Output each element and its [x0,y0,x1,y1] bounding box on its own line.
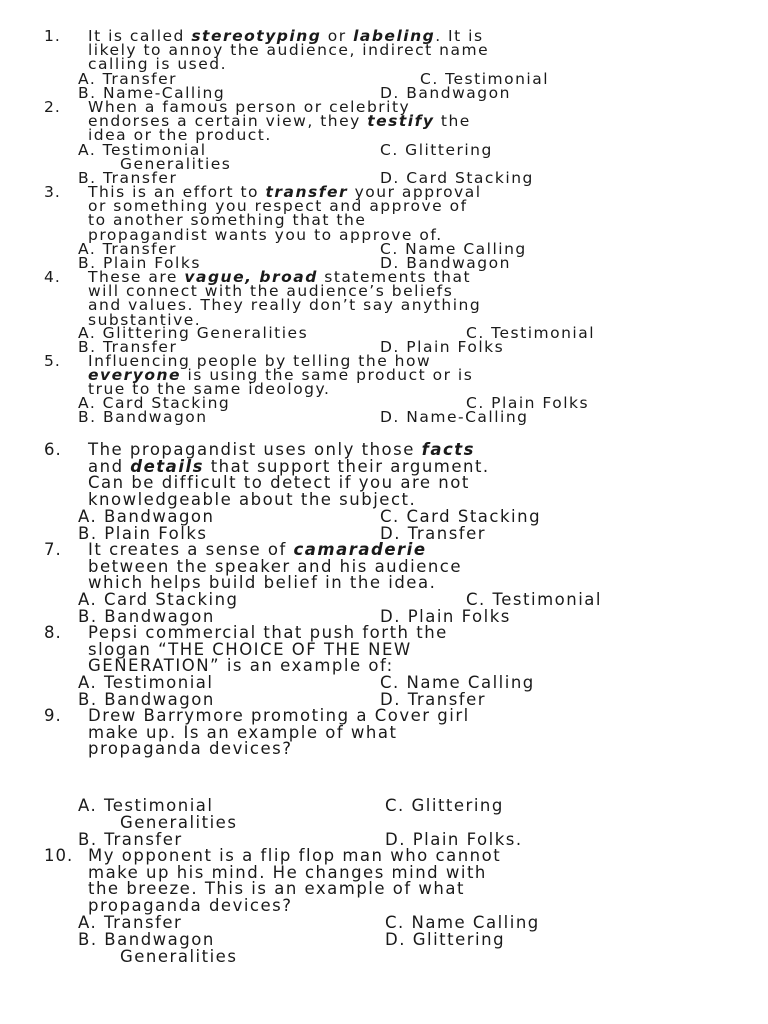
option-b[interactable]: B. Bandwagon [78,930,215,949]
option-b[interactable]: B. Bandwagon [78,607,215,626]
option-a[interactable]: A. Card Stacking [78,394,231,412]
option-b[interactable]: B. Transfer [78,169,178,187]
stem-text: make up. Is an example of what [88,722,398,742]
stem-text: to another something that the [88,211,367,230]
stem-text: or [321,27,354,45]
option-c[interactable]: C. Testimonial [420,70,550,88]
stem-text: This is an effort to [88,183,266,201]
stem-text: propaganda devices? [88,739,293,759]
stem-text: and [88,456,131,476]
option-d[interactable]: D. Bandwagon [380,254,511,272]
option-d[interactable]: D. Bandwagon [380,84,511,102]
stem-text: true to the same ideology. [88,380,331,399]
stem-text: between the speaker and his audience [88,556,463,576]
option-d[interactable]: D. Transfer [380,524,487,543]
stem-text: or something you respect and approve of [88,197,468,216]
stem-text: The propagandist uses only those [88,440,422,459]
question-stem [88,708,470,758]
question-number: 3. [44,183,61,201]
stem-text: Influencing people by telling the how [88,352,432,370]
option-a[interactable]: A. Bandwagon [78,507,215,526]
page-break-fragment [220,432,600,436]
question-stem [88,270,481,327]
question-stem [88,100,471,143]
option-c[interactable]: C. Name Calling [380,673,535,692]
stem-text: . It is [435,27,484,45]
stem-text: idea or the product. [88,126,272,145]
option-b[interactable]: B. Name-Calling [78,84,226,102]
option-a[interactable]: A. Testimonial [78,141,207,159]
option-b[interactable]: B. Plain Folks [78,524,208,543]
stem-text: When a famous person or celebrity [88,98,411,116]
stem-text: the [434,112,471,131]
stem-text: substantive. [88,310,202,329]
option-a[interactable]: A. Transfer [78,70,178,88]
question-stem [88,848,501,915]
option-a[interactable]: A. Card Stacking [78,590,239,609]
option-a-continued: Generalities [120,813,238,832]
stem-text: statements that [317,268,472,286]
stem-text: Can be difficult to detect if you are not [88,473,470,493]
option-c[interactable]: C. Name Calling [385,913,540,932]
keyword: everyone [88,366,182,385]
option-a[interactable]: A. Testimonial [78,796,214,815]
stem-text: which helps build belief in the idea. [88,573,437,593]
question-number: 7. [44,540,62,559]
option-a-continued: Generalities [120,155,232,173]
question-stem [88,185,482,242]
stem-text: calling is used. [88,55,228,74]
option-c[interactable]: C. Testimonial [466,324,596,342]
stem-text: your approval [348,183,482,201]
option-b[interactable]: B. Transfer [78,338,178,356]
keyword: testify [367,112,435,131]
option-d[interactable]: D. Glittering [385,930,506,949]
option-a[interactable]: A. Transfer [78,913,183,932]
question-stem [88,354,473,397]
stem-text: likely to annoy the audience, indirect name [88,41,490,60]
stem-text: is using the same product or is [181,366,474,385]
stem-text: and values. They really don’t say anything [88,296,482,315]
stem-text: propaganda devices? [88,896,293,916]
keyword: labeling [353,27,436,45]
question-number: 5. [44,352,61,370]
stem-text: slogan “THE CHOICE OF THE NEW [88,639,412,659]
keyword: stereotyping [191,27,322,45]
keyword: facts [421,440,475,459]
keyword: transfer [265,183,349,201]
question-number: 4. [44,268,61,286]
question-number: 8. [44,623,62,642]
option-c[interactable]: C. Testimonial [466,590,602,609]
option-d[interactable]: D. Card Stacking [380,169,534,187]
stem-text: My opponent is a flip flop man who cannot [88,846,502,865]
keyword: details [130,456,204,476]
option-b[interactable]: B. Bandwagon [78,690,215,709]
keyword: vague, broad [184,268,318,286]
keyword: camaraderie [293,540,427,559]
stem-line [88,741,470,758]
question-stem [88,442,490,509]
stem-text: Drew Barrymore promoting a Cover girl [88,706,470,725]
option-c[interactable]: C. Name Calling [380,240,527,258]
stem-text: make up his mind. He changes mind with [88,862,487,882]
stem-text: knowledgeable about the subject. [88,490,417,510]
option-b[interactable]: B. Bandwagon [78,408,208,426]
stem-text: endorses a certain view, they [88,112,368,131]
question-stem [88,542,462,592]
option-c[interactable]: C. Glittering [380,141,493,159]
stem-text: It is called [88,27,192,45]
option-b[interactable]: B. Plain Folks [78,254,201,272]
option-d[interactable]: D. Plain Folks. [385,830,523,849]
question-number: 6. [44,440,62,459]
option-d[interactable]: D. Plain Folks [380,607,511,626]
stem-text: will connect with the audience’s beliefs [88,282,454,301]
question-number: 1. [44,27,61,45]
stem-text: the breeze. This is an example of what [88,879,465,899]
question-stem [88,29,489,72]
stem-text: propagandist wants you to approve of. [88,225,443,244]
stem-text: that support their argument. [203,456,490,476]
option-c[interactable]: C. Plain Folks [466,394,590,412]
option-c[interactable]: C. Card Stacking [380,507,542,526]
option-b[interactable]: B. Transfer [78,830,183,849]
option-d[interactable]: D. Plain Folks [380,338,505,356]
option-c[interactable]: C. Glittering [385,796,504,815]
stem-text: These are [88,268,185,286]
stem-text: It creates a sense of [88,540,294,559]
option-a[interactable]: A. Testimonial [78,673,214,692]
question-stem [88,625,448,675]
stem-text: Pepsi commercial that push forth the [88,623,448,642]
option-a[interactable]: A. Glittering Generalities [78,324,309,342]
option-d[interactable]: D. Name-Calling [380,408,529,426]
option-d[interactable]: D. Transfer [380,690,487,709]
question-number: 10. [44,846,74,865]
option-a[interactable]: A. Transfer [78,240,178,258]
question-number: 2. [44,98,61,116]
question-number: 9. [44,706,62,725]
stem-text: GENERATION” is an example of: [88,656,394,676]
option-a-continued: Generalities [120,947,238,966]
